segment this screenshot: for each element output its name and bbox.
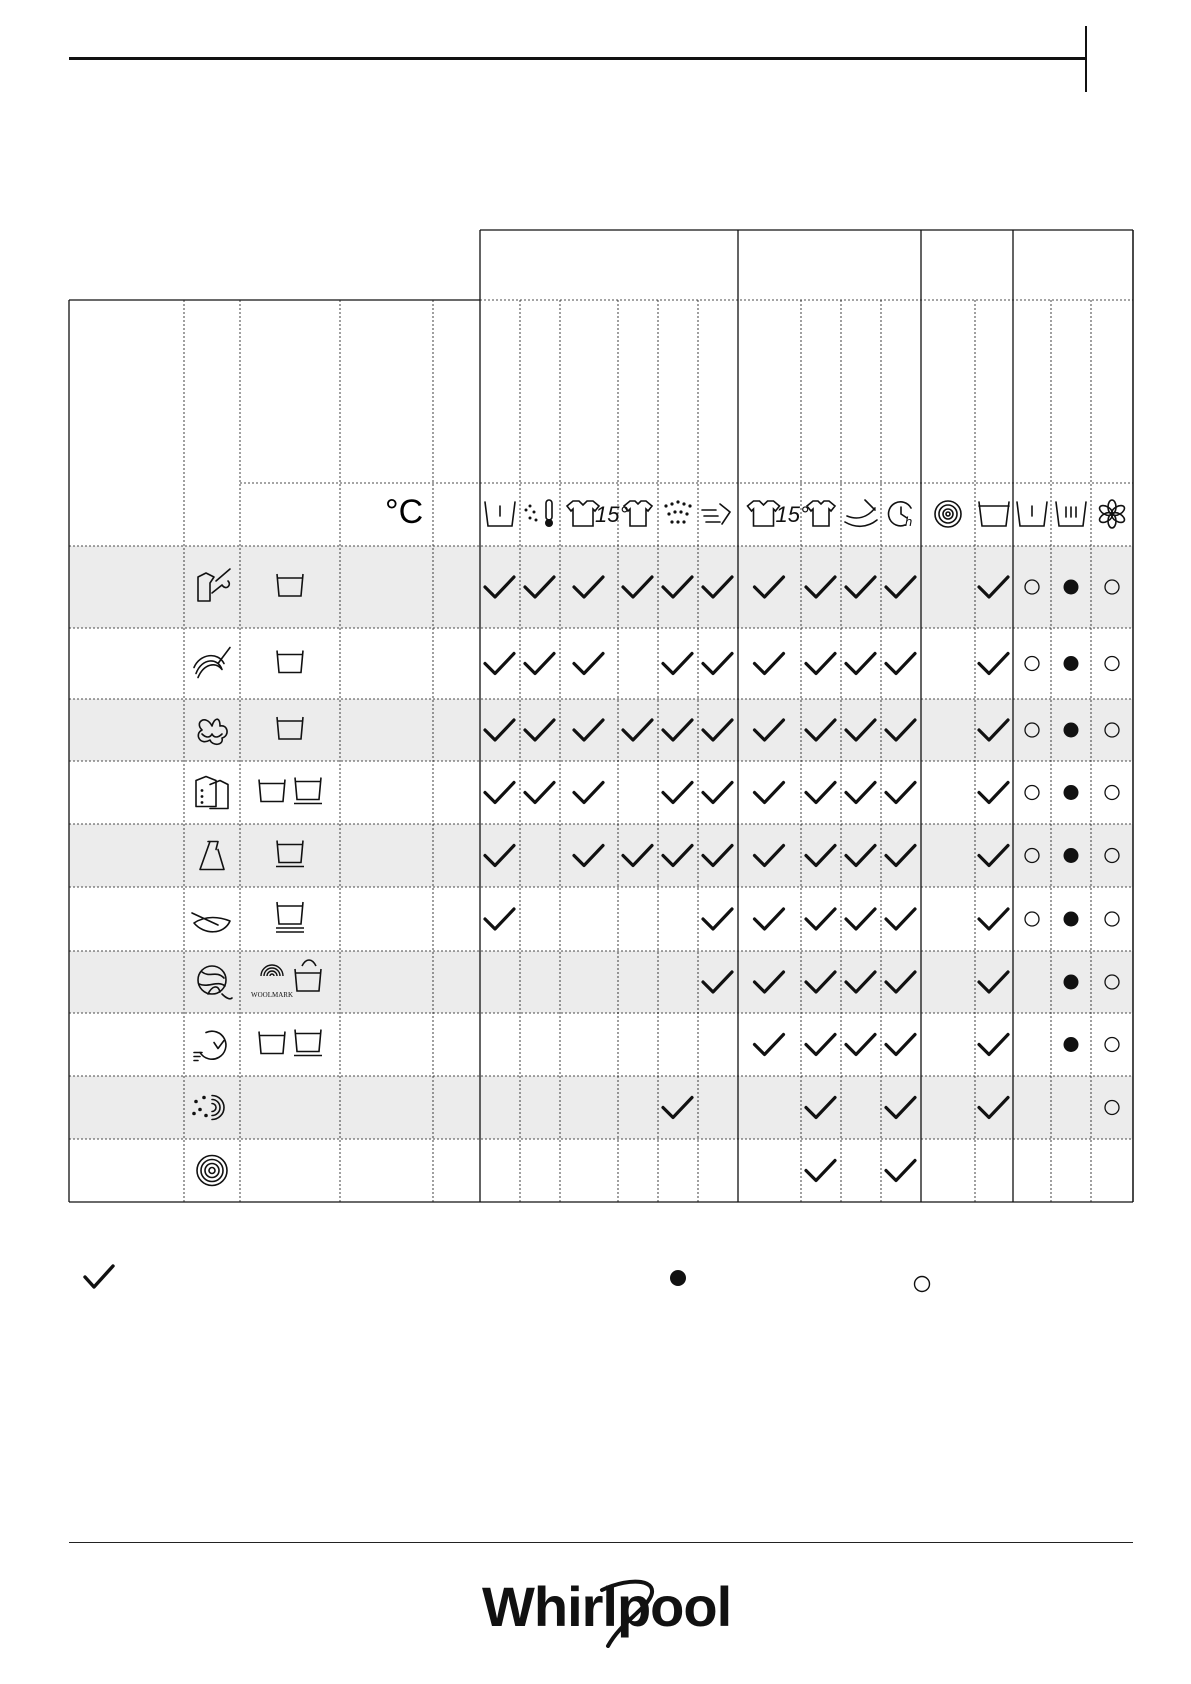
- row-band: [69, 1076, 1133, 1139]
- check-mark: [574, 783, 603, 803]
- check-mark: [846, 1035, 875, 1055]
- row-band: [69, 699, 1133, 761]
- filled-dot: [1064, 975, 1079, 990]
- care-label-tub-line: [294, 1030, 322, 1056]
- rinse-icon: [845, 500, 877, 526]
- care-label-tub: [259, 780, 285, 802]
- timer-h-icon: [889, 502, 913, 529]
- check-mark: [574, 654, 603, 674]
- check-mark: [886, 654, 915, 674]
- open-circle: [1105, 912, 1119, 926]
- check-mark: [806, 909, 835, 929]
- open-circle: [1105, 786, 1119, 800]
- check-mark: [806, 783, 835, 803]
- stain-15-icon: [748, 501, 809, 527]
- check-mark: [703, 909, 732, 929]
- check-mark: [979, 1035, 1008, 1055]
- shirt-rotate-icon: [807, 501, 835, 526]
- check-mark: [525, 654, 554, 674]
- filled-dot: [1064, 723, 1079, 738]
- filled-dot: [1064, 656, 1079, 671]
- svg-text:15°: 15°: [775, 502, 809, 527]
- temp-spray-icon: [525, 500, 554, 527]
- check-mark: [703, 783, 732, 803]
- check-mark: [525, 783, 554, 803]
- check-mark: [485, 783, 514, 803]
- brand-wordmark: Whirlpool: [482, 1575, 732, 1638]
- check-mark: [886, 783, 915, 803]
- filled-dot: [1064, 580, 1079, 595]
- check-mark: [755, 909, 784, 929]
- brush-swirl-icon: [194, 648, 230, 678]
- check-mark: [886, 909, 915, 929]
- feather-icon: [192, 913, 230, 932]
- row-band: [69, 824, 1133, 887]
- filled-dot: [1064, 785, 1079, 800]
- steam-drops-icon: [664, 500, 691, 523]
- check-mark: [703, 654, 732, 674]
- check-mark: [846, 909, 875, 929]
- check-mark: [806, 654, 835, 674]
- footer-rule: [69, 1542, 1133, 1543]
- row-bands: [69, 546, 1133, 1139]
- check-icon: [82, 1262, 116, 1292]
- quick-clock-icon: [194, 1031, 226, 1060]
- care-label-tub: [259, 1032, 285, 1054]
- open-circle: [1025, 786, 1039, 800]
- check-mark: [663, 783, 692, 803]
- check-mark: [886, 1161, 915, 1181]
- logo-swoosh: [482, 1568, 722, 1648]
- check-mark: [979, 654, 1008, 674]
- spin-icon: [935, 501, 961, 527]
- row-band: [69, 951, 1133, 1013]
- mixed-clothes-icon: [196, 777, 228, 809]
- check-mark: [485, 909, 514, 929]
- check-mark: [755, 1035, 784, 1055]
- wash-1-icon: [1017, 502, 1047, 526]
- filled-dot: [1064, 848, 1079, 863]
- header-icons: [485, 500, 1126, 529]
- check-mark: [979, 909, 1008, 929]
- open-circle-icon: [912, 1274, 932, 1294]
- temperature-header: °C: [385, 493, 424, 531]
- check-mark: [979, 783, 1008, 803]
- wash-icon: [485, 502, 515, 526]
- open-circle: [1105, 1038, 1119, 1052]
- svg-text:15°: 15°: [595, 502, 629, 527]
- whirlpool-logo: [482, 1568, 732, 1648]
- speed-lines-icon: [702, 504, 730, 524]
- spin-icon: [197, 1156, 227, 1186]
- wash-3-icon: [1056, 502, 1086, 526]
- check-mark: [806, 1035, 835, 1055]
- filled-dot-icon: [668, 1268, 688, 1288]
- check-mark: [846, 783, 875, 803]
- filled-dot: [1064, 1037, 1079, 1052]
- check-mark: [755, 654, 784, 674]
- filled-dot: [1064, 912, 1079, 927]
- shirt-15-icon: [567, 501, 628, 527]
- svg-text:h: h: [905, 514, 913, 529]
- check-mark: [806, 1161, 835, 1181]
- woolmark-text: WOOLMARK: [251, 991, 293, 999]
- tub-icon: [979, 502, 1009, 526]
- check-mark: [755, 783, 784, 803]
- open-circle: [1025, 912, 1039, 926]
- check-mark: [846, 654, 875, 674]
- care-label-tub: [277, 651, 303, 673]
- care-label-tub-line: [294, 778, 322, 804]
- open-circle: [1025, 657, 1039, 671]
- check-mark: [663, 654, 692, 674]
- open-circle: [1105, 657, 1119, 671]
- flower-icon: [1098, 500, 1126, 528]
- care-label-tub-double-line: [276, 902, 304, 932]
- check-mark: [886, 1035, 915, 1055]
- check-mark: [485, 654, 514, 674]
